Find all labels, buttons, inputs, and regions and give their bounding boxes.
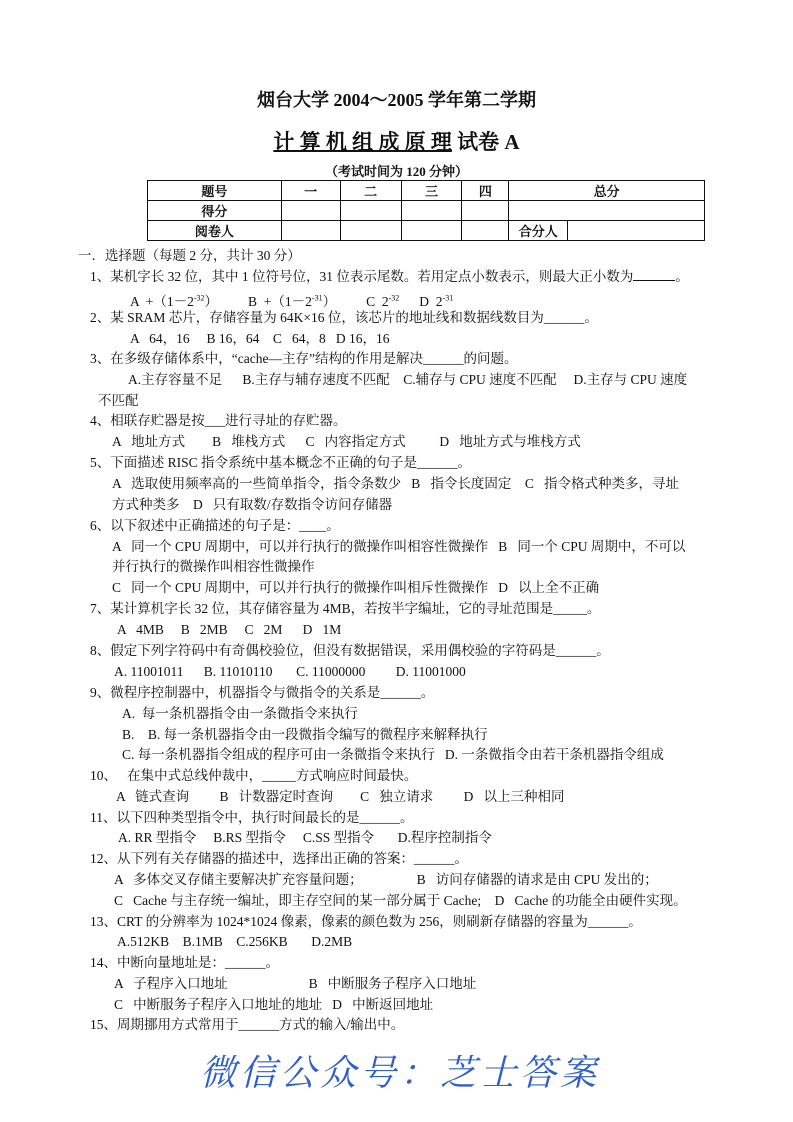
exam-term-title: 烟台大学 2004～2005 学年第二学期 (257, 90, 536, 110)
table-cell (462, 201, 509, 221)
question-line: 12、从下列有关存储器的描述中，选择出正确的答案：______。 (90, 851, 468, 866)
question-line: 14、中断向量地址是：______。 (90, 955, 279, 970)
paper-label: 试卷 A (457, 130, 520, 154)
option-line: B. B. 每一条机器指令由一段微指令编写的微程序来解释执行 (122, 727, 488, 742)
question-line: 15、周期挪用方式常用于______方式的输入/输出中。 (90, 1017, 405, 1032)
question-line: 6、以下叙述中正确描述的句子是：____。 (90, 518, 340, 533)
table-row (148, 221, 705, 241)
option-b: $B +(1-2^{-31})$ (248, 293, 337, 309)
option-line: A. 每一条机器指令由一条微指令来执行 (122, 706, 358, 721)
question-line: 5、下面描述 RISC 指令系统中基本概念不正确的句子是______。 (90, 455, 472, 470)
table-cell (340, 201, 401, 221)
option-line: A 子程序入口地址 B 中断服务子程序入口地址 (114, 976, 477, 991)
question-1-options (130, 289, 453, 311)
table-cell: 题号 (148, 181, 282, 201)
option-line: A 4MB B 2MB C 2M D 1M (117, 622, 342, 637)
table-row (148, 201, 705, 221)
table-cell (401, 221, 462, 241)
option-line: 不匹配 (98, 393, 139, 408)
question-line: 11、以下四种类型指令中，执行时间最长的是______。 (90, 810, 414, 825)
table-cell (281, 221, 340, 241)
table-cell (462, 221, 509, 241)
question-stem: 1、某机字长 32 位，其中 1 位符号位，31 位表示尾数。若用定点小数表示，则最大正小数为 (90, 269, 634, 284)
question-1: 1、某机字长 32 位，其中 1 位符号位，31 位表示尾数。若用定点小数表示，则最大正小数为 。 (90, 269, 689, 284)
question-line: 9、微程序控制器中，机器指令与微指令的关系是______。 (90, 685, 435, 700)
course-title (0, 126, 793, 156)
option-a: $A +(1-2^{-32})$ (130, 293, 219, 309)
option-line: A. RR 型指令 B.RS 型指令 C.SS 型指令 D.程序控制指令 (118, 830, 492, 845)
course-name: 计 算 机 组 成 原 理 (273, 130, 452, 154)
option-c: C $2^{-32}$ (366, 293, 400, 309)
table-cell (401, 201, 462, 221)
option-line: 方式种类多 D 只有取数/存数指令访问存储器 (112, 497, 393, 512)
question-line: 8、假定下列字符码中有奇偶校验位，但没有数据错误，采用偶校验的字符码是______。 (90, 643, 610, 658)
question-line: 13、CRT 的分辨率为 1024*1024 像素，像素的颜色数为 256，则刷新存储器的容量为______。 (90, 914, 642, 929)
question-line: 7、某计算机字长 32 位，其存储容量为 4MB，若按半字编址，它的寻址范围是_____。 (90, 601, 601, 616)
option-line: A 多体交叉存储主要解决扩充容量问题； B 访问存储器的请求是由 CPU 发出的； (114, 872, 658, 887)
option-line: A.主存容量不足 B.主存与辅存速度不匹配 C.辅存与 CPU 速度不匹配 D.主存与 CPU 速度 (128, 372, 688, 387)
option-line: A 64，16 B 16，64 C 64，8 D 16，16 (130, 331, 390, 346)
answer-blank (633, 268, 675, 281)
question-line: 10、 在集中式总线仲裁中，_____方式响应时间最快。 (90, 768, 418, 783)
table-row (148, 181, 705, 201)
table-cell: 四 (462, 181, 509, 201)
section-heading: 一．选择题（每题 2 分，共计 30 分） (78, 248, 301, 263)
option-d: D $2^{-31}$ (419, 293, 454, 309)
table-cell (509, 201, 705, 221)
table-cell: 总分 (509, 181, 705, 201)
table-cell: 二 (340, 181, 401, 201)
question-line: 4、相联存贮器是按___进行寻址的存贮器。 (90, 413, 347, 428)
table-cell (281, 201, 340, 221)
option-line: 并行执行的微操作叫相容性微操作 (112, 559, 315, 574)
table-cell: 三 (401, 181, 462, 201)
score-table (147, 180, 705, 241)
option-line: A 链式查询 B 计数器定时查询 C 独立请求 D 以上三种相同 (116, 789, 565, 804)
option-line: A 同一个 CPU 周期中，可以并行执行的微操作叫相容性微操作 B 同一个 CPU 周期中，不可以 (112, 539, 686, 554)
option-line: C 中断服务子程序入口地址的地址 D 中断返回地址 (114, 997, 434, 1012)
table-cell: 合分人 (509, 221, 568, 241)
question-line: 3、在多级存储体系中，“cache—主存”结构的作用是解决______的问题。 (90, 351, 518, 366)
option-line: C. 每一条机器指令组成的程序可由一条微指令来执行 D. 一条微指令由若干条机器指令组成 (122, 747, 664, 762)
option-line: A.512KB B.1MB C.256KB D.2MB (117, 934, 353, 949)
table-cell (568, 221, 705, 241)
option-line: C Cache 与主存统一编址，即主存空间的某一部分属于 Cache; D Cache 的功能全由硬件实现。 (114, 893, 687, 908)
table-cell: 得分 (148, 201, 282, 221)
exam-time: （考试时间为 120 分钟） (324, 164, 468, 179)
table-cell: 阅卷人 (148, 221, 282, 241)
option-line: A 地址方式 B 堆栈方式 C 内容指定方式 D 地址方式与堆栈方式 (112, 434, 581, 449)
table-cell (340, 221, 401, 241)
watermark: 微信公众号：芝士答案 (200, 1053, 601, 1094)
option-line: A. 11001011 B. 11010110 C. 11000000 D. 11001000 (114, 664, 466, 679)
option-line: A 选取使用频率高的一些简单指令，指令条数少 B 指令长度固定 C 指令格式种类多，寻址 (112, 476, 680, 491)
question-line: 2、某 SRAM 芯片，存储容量为 64K×16 位，该芯片的地址线和数据线数目为______。 (90, 310, 598, 325)
option-line: C 同一个 CPU 周期中，可以并行执行的微操作叫相斥性微操作 D 以上全不正确 (112, 580, 600, 595)
table-cell: 一 (281, 181, 340, 201)
